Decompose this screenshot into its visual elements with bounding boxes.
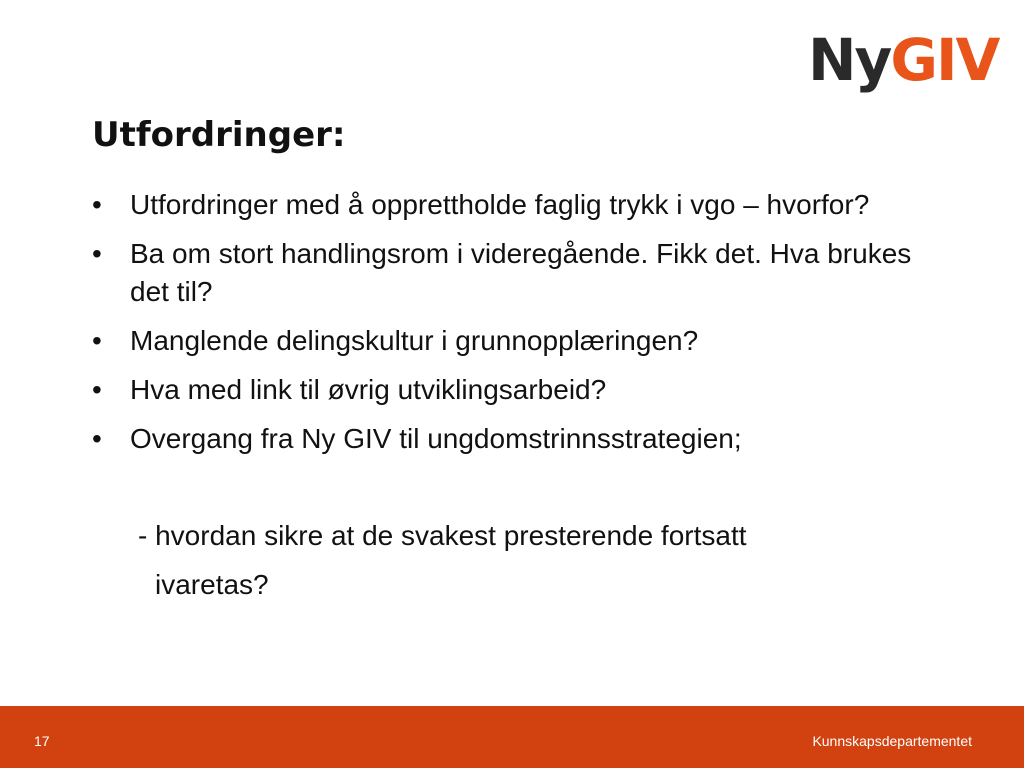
bullet-text: Manglende delingskultur i grunnopplæringen? (130, 325, 699, 356)
bullet-item (92, 235, 932, 311)
bullet-text: Overgang fra Ny GIV til ungdomstrinnsstrategien; (130, 423, 742, 454)
nygiv-logo (808, 20, 998, 100)
bullet-text: Ba om stort handlingsrom i videregående. Fikk det. Hva brukes det til? (130, 238, 912, 307)
slide-title: Utfordringer: (92, 115, 346, 155)
footer-bar (0, 706, 1024, 768)
bullet-item (92, 322, 932, 360)
bullet-item (92, 186, 932, 224)
bullet-mark: • (92, 238, 102, 269)
bullet-mark: • (92, 189, 102, 220)
bullet-mark: • (92, 374, 102, 405)
bullet-item (92, 420, 932, 458)
logo-part-giv: GIV (890, 26, 999, 94)
sub-line: - hvordan sikre at de svakest presterende fortsatt (138, 520, 747, 551)
bullet-mark: • (92, 325, 102, 356)
sub-line: ivaretas? (155, 569, 269, 600)
bullet-item (92, 371, 932, 409)
page-number: 17 (34, 733, 50, 749)
logo-part-ny: Ny (808, 26, 891, 94)
department-name: Kunnskapsdepartementet (812, 733, 972, 749)
bullet-text: Utfordringer med å opprettholde faglig trykk i vgo – hvorfor? (130, 189, 870, 220)
bullet-list (92, 186, 932, 469)
bullet-mark: • (92, 423, 102, 454)
bullet-text: Hva med link til øvrig utviklingsarbeid? (130, 374, 607, 405)
